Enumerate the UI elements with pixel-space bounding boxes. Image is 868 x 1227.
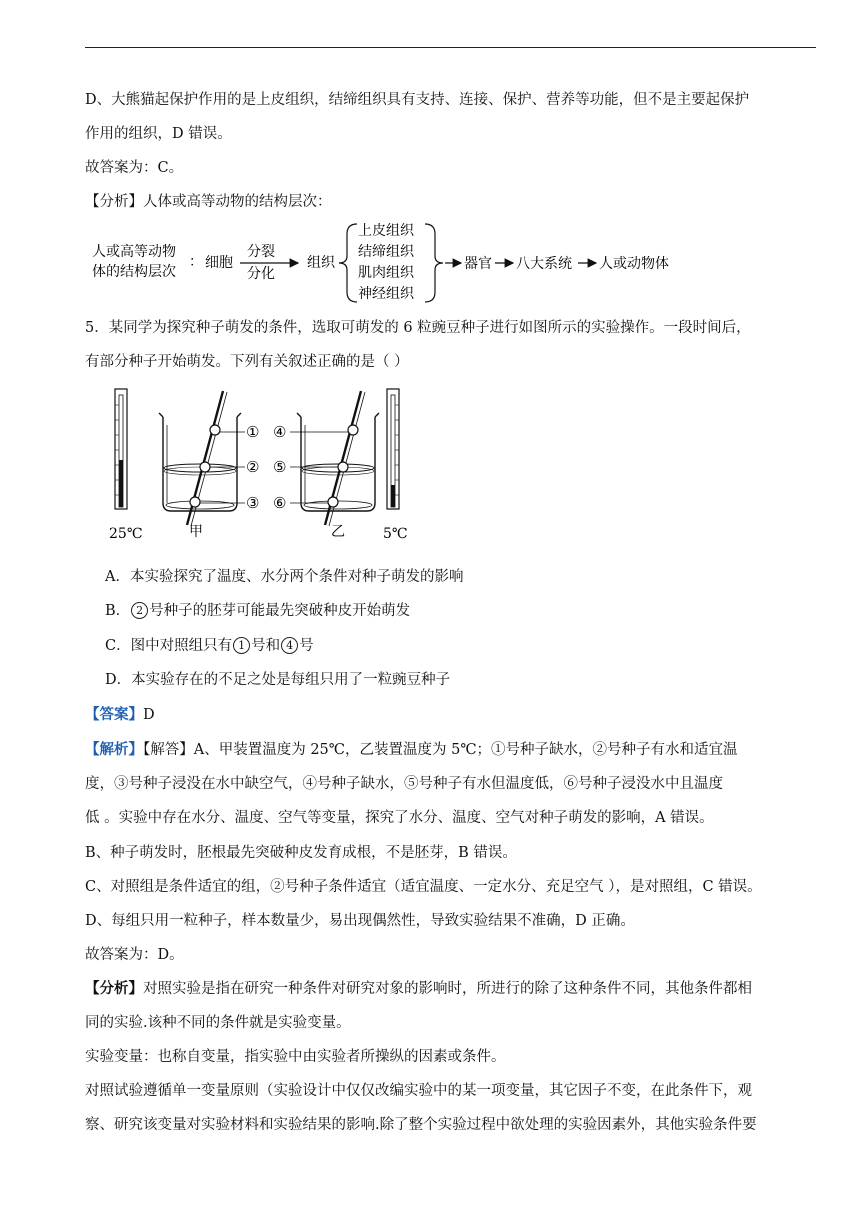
right-brace-icon [425,224,443,302]
seed-marker: ① [246,423,260,441]
circled-number: 4 [281,637,298,654]
diagram-arrow-bottom: 分化 [247,266,275,282]
answer-tag: 【答案】 [85,706,143,723]
diagram-tissue-item: 肌肉组织 [358,265,414,281]
analysis-heading [85,192,820,212]
question-line: 5．某同学为探究种子萌发的条件，选取可萌发的 6 粒豌豆种子进行如图所示的实验操作。一段时间后， [85,320,751,336]
option-d: D．本实验存在的不足之处是每组只用了一粒豌豆种子 [105,672,451,688]
explain-tag: 【解析】 [85,741,143,758]
explain-line: B、种子萌发时，胚根最先突破种皮发育成根，不是胚芽，B 错误。 [85,845,517,861]
option-c-suffix: 号 [299,638,314,654]
diagram-arrow-top: 分裂 [247,244,275,260]
diagram-tissue-item: 上皮组织 [358,223,414,239]
diagram-left-line1: 人或高等动物 [92,244,176,260]
circled-number: 2 [131,602,148,619]
analysis-line: 对照试验遵循单一变量原则（实验设计中仅仅改编实验中的某一项变量，其它因子不变，在此条件下，观 [85,1083,752,1099]
option-b-prefix: B． [105,603,131,619]
seed-marker: ④ [273,423,287,441]
seed-marker: ③ [246,494,260,512]
seed-marker: ② [246,458,260,476]
left-brace-icon [339,224,357,302]
diagram-organ: 器官 [464,256,492,272]
diagram-left-line2: 体的结构层次 [92,264,176,280]
option-b [105,601,840,621]
text-line: 作用的组织，D 错误。 [85,126,232,142]
option-c [105,636,840,656]
explain-line [85,740,820,760]
diagram-colon: ： [189,254,203,270]
analysis-line: 同的实验.该种不同的条件就是实验变量。 [85,1015,351,1031]
analysis-line [85,979,820,999]
explain-line: 度，③号种子浸没在水中缺空气，④号种子缺水，⑤号种子有水但温度低，⑥号种子浸没水中且温度 [85,776,723,792]
group-left-label: 甲 [189,524,203,540]
option-c-mid: 号和 [251,638,281,654]
seed-marker: ⑤ [273,458,287,476]
explain-line: 低 。实验中存在水分、温度、空气等变量，探究了水分、温度、空气对种子萌发的影响，A 错误。 [85,810,714,826]
option-a: A．本实验探究了温度、水分两个条件对种子萌发的影响 [105,569,464,585]
circled-number: 1 [233,637,250,654]
analysis-text: 对照实验是指在研究一种条件对研究对象的影响时，所进行的除了这种条件不同，其他条件都相 [143,981,752,997]
answer-line [85,705,820,725]
diagram-cell: 细胞 [205,255,233,271]
explain-line: D、每组只用一粒种子，样本数量少，易出现偶然性，导致实验结果不准确，D 正确。 [85,913,635,929]
experiment-figure [105,385,415,550]
analysis-line: 察、研究该变量对实验材料和实验结果的影响.除了整个实验过程中欲处理的实验因素外，其他实验条件要 [85,1117,757,1133]
structure-diagram [85,218,705,306]
text-line: 故答案为：C。 [85,160,184,176]
temp-right-label: 5℃ [383,526,408,542]
explain-text: 【解答】A、甲装置温度为 25℃，乙装置温度为 5℃；①号种子缺水，②号种子有水和适宜温 [143,742,738,758]
analysis-line: 实验变量：也称自变量，指实验中由实验者所操纵的因素或条件。 [85,1049,506,1065]
diagram-tissue-item: 神经组织 [358,286,414,302]
question-line: 有部分种子开始萌发。下列有关叙述正确的是（ ） [85,354,409,370]
option-b-text: 号种子的胚芽可能最先突破种皮开始萌发 [149,603,411,619]
option-c-prefix: C．图中对照组只有 [105,638,233,654]
group-right-label: 乙 [331,524,345,540]
analysis-tag: 【分析】 [85,980,143,997]
answer-value: D [143,707,155,723]
analysis-text: 人体或高等动物的结构层次： [143,194,332,210]
analysis-tag: 【分析】 [85,194,143,210]
diagram-organism: 人或动物体 [599,256,669,272]
diagram-tissue: 组织 [307,255,335,271]
diagram-tissue-item: 结缔组织 [358,244,414,260]
explain-line: 故答案为：D。 [85,947,184,963]
diagram-systems: 八大系统 [516,256,572,272]
seed-marker: ⑥ [273,494,287,512]
temp-left-label: 25℃ [109,526,143,542]
text-line: D、大熊猫起保护作用的是上皮组织，结缔组织具有支持、连接、保护、营养等功能，但不是主要起保护 [85,92,750,108]
explain-line: C、对照组是条件适宜的组，②号种子条件适宜（适宜温度、一定水分、充足空气 ），是对照组，C 错误。 [85,879,762,895]
header-rule [85,47,816,48]
